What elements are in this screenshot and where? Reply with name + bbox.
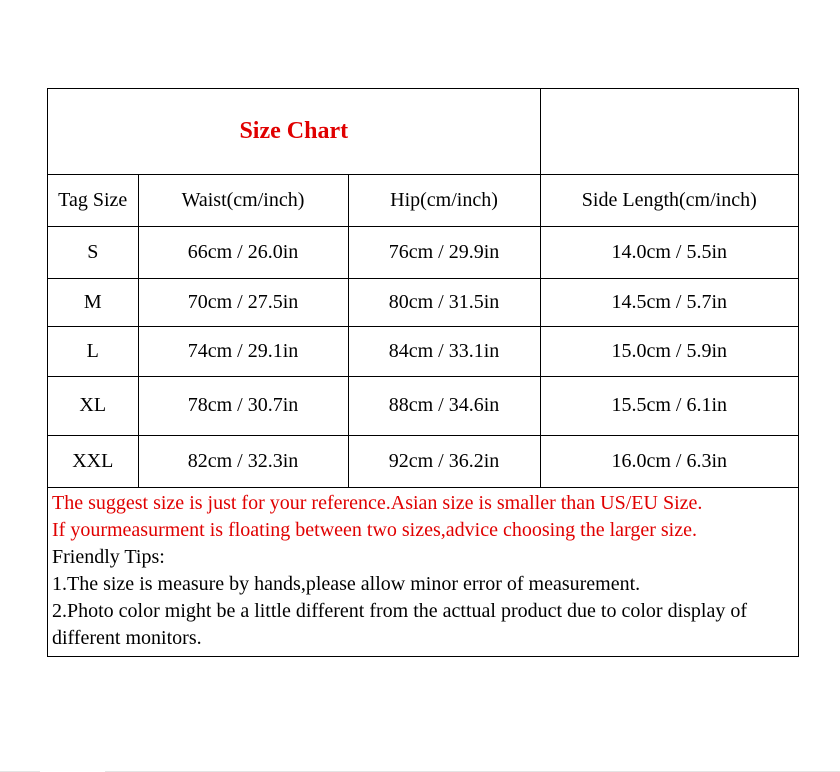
cell-hip: 80cm / 31.5in	[348, 278, 540, 326]
cell-tag-size: XXL	[48, 435, 138, 487]
size-chart-sheet	[47, 88, 799, 657]
larger-size-advice: If yourmeasurment is floating between two sizes,advice choosing the larger size.	[52, 519, 697, 541]
cell-hip: 76cm / 29.9in	[348, 226, 540, 278]
empty-corner-cell	[540, 89, 798, 174]
table-row	[48, 326, 798, 376]
table-row	[48, 376, 798, 435]
column-header-hip: Hip(cm/inch)	[348, 174, 540, 226]
cell-hip: 84cm / 33.1in	[348, 326, 540, 376]
cell-hip: 92cm / 36.2in	[348, 435, 540, 487]
cell-hip: 88cm / 34.6in	[348, 376, 540, 435]
table-row	[48, 226, 798, 278]
tip-measurement-error: 1.The size is measure by hands,please allow minor error of measurement.	[52, 573, 641, 595]
cell-tag-size: S	[48, 226, 138, 278]
size-table	[48, 89, 798, 488]
cell-side-length: 16.0cm / 6.3in	[540, 435, 798, 487]
column-header-waist: Waist(cm/inch)	[138, 174, 348, 226]
notes-section	[52, 490, 794, 652]
cell-side-length: 14.5cm / 5.7in	[540, 278, 798, 326]
table-row	[48, 278, 798, 326]
chart-title: Size Chart	[48, 89, 540, 174]
cell-waist: 70cm / 27.5in	[138, 278, 348, 326]
cell-waist: 82cm / 32.3in	[138, 435, 348, 487]
cell-tag-size: XL	[48, 376, 138, 435]
title-row	[48, 89, 798, 174]
cell-side-length: 14.0cm / 5.5in	[540, 226, 798, 278]
tip-photo-color: 2.Photo color might be a little different from the acttual product due to color display of different monitors.	[52, 600, 748, 649]
cell-tag-size: L	[48, 326, 138, 376]
cell-waist: 78cm / 30.7in	[138, 376, 348, 435]
reference-note: The suggest size is just for your reference.Asian size is smaller than US/EU Size.	[52, 492, 703, 514]
cell-tag-size: M	[48, 278, 138, 326]
column-header-tag-size: Tag Size	[48, 174, 138, 226]
tips-heading: Friendly Tips:	[52, 546, 165, 568]
header-row	[48, 174, 798, 226]
cell-side-length: 15.5cm / 6.1in	[540, 376, 798, 435]
cell-side-length: 15.0cm / 5.9in	[540, 326, 798, 376]
table-row	[48, 435, 798, 487]
cell-waist: 74cm / 29.1in	[138, 326, 348, 376]
column-header-side-length: Side Length(cm/inch)	[540, 174, 798, 226]
cell-waist: 66cm / 26.0in	[138, 226, 348, 278]
